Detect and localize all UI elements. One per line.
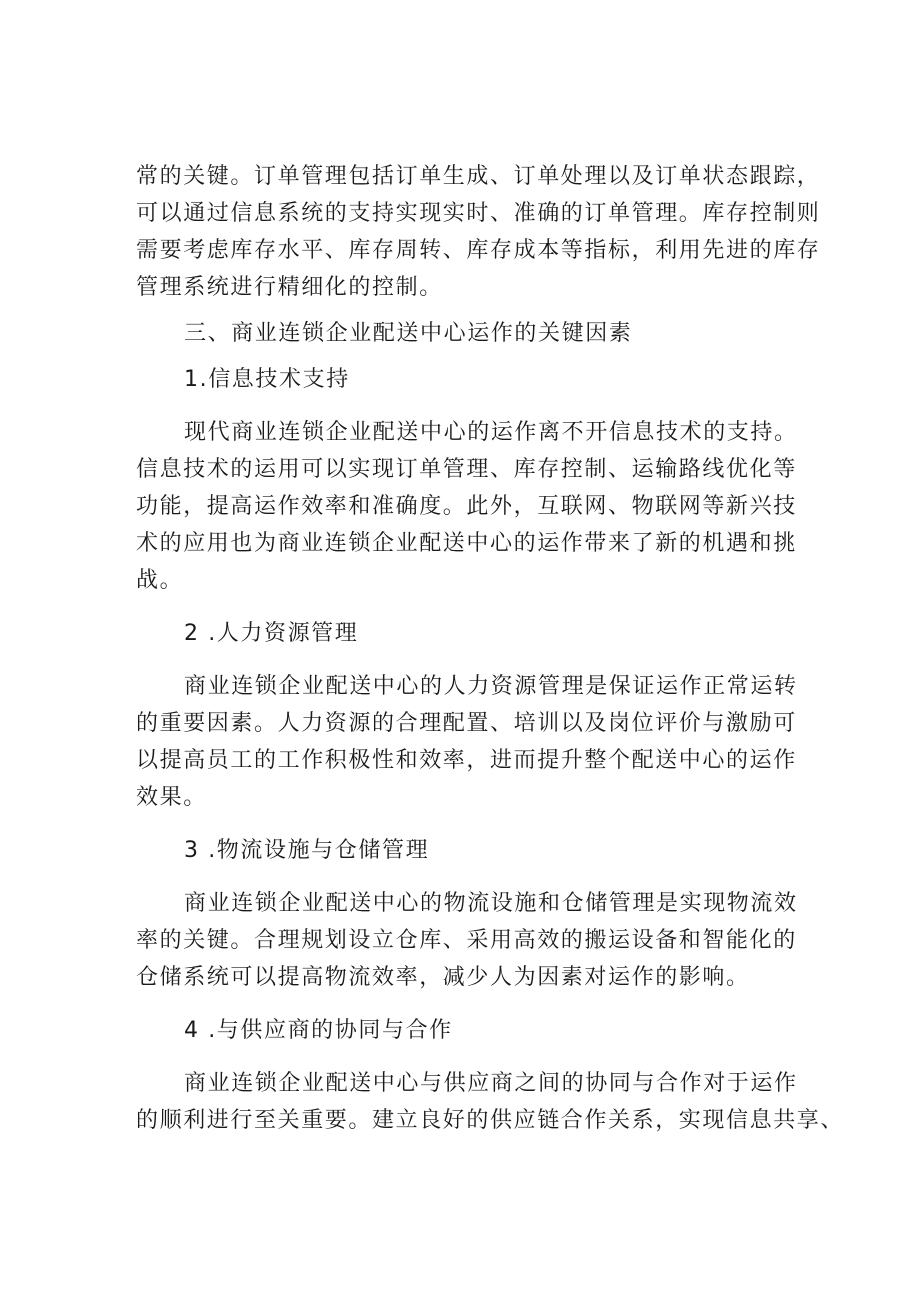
text-line: 商业连锁企业配送中心与供应商之间的协同与合作对于运作 <box>184 1071 798 1096</box>
paragraph-human-resources <box>136 668 798 816</box>
text-line: 仓储系统可以提高物流效率，减少人为因素对运作的影响。 <box>136 965 750 990</box>
subsection-heading-4: 4 .与供应商的协同与合作 <box>184 1018 453 1043</box>
paragraph-logistics-facilities <box>136 885 798 996</box>
subsection-heading-2: 2 .人力资源管理 <box>184 621 359 646</box>
text-line: 需要考虑库存水平、库存周转、库存成本等指标，利用先进的库存 <box>136 238 821 263</box>
text-line: 管理系统进行精细化的控制。 <box>136 275 443 300</box>
paragraph-order-inventory <box>136 158 821 306</box>
subsection-heading-3: 3 .物流设施与仓储管理 <box>184 838 430 863</box>
text-line: 常的关键。订单管理包括订单生成、订单处理以及订单状态跟踪， <box>136 164 821 189</box>
text-line: 以提高员工的工作积极性和效率，进而提升整个配送中心的运作 <box>136 748 797 773</box>
text-line: 现代商业连锁企业配送中心的运作离不开信息技术的支持。 <box>184 420 798 445</box>
paragraph-information-technology <box>136 414 798 599</box>
text-line: 信息技术的运用可以实现订单管理、库存控制、运输路线优化等 <box>136 457 797 482</box>
text-line: 功能，提高运作效率和准确度。此外，互联网、物联网等新兴技 <box>136 494 797 519</box>
subsection-heading-1: 1.信息技术支持 <box>184 367 350 392</box>
text-line: 商业连锁企业配送中心的物流设施和仓储管理是实现物流效 <box>184 891 798 916</box>
text-line: 可以通过信息系统的支持实现实时、准确的订单管理。库存控制则 <box>136 201 821 226</box>
text-line: 战。 <box>136 568 184 593</box>
text-line: 率的关键。合理规划设立仓库、采用高效的搬运设备和智能化的 <box>136 928 797 953</box>
document-body <box>136 158 845 1139</box>
text-line: 术的应用也为商业连锁企业配送中心的运作带来了新的机遇和挑 <box>136 531 797 556</box>
paragraph-supplier-collaboration <box>136 1065 845 1139</box>
section-heading: 三、商业连锁企业配送中心运作的关键因素 <box>184 321 633 346</box>
text-line: 的顺利进行至关重要。建立良好的供应链合作关系，实现信息共享、 <box>136 1108 845 1133</box>
text-line: 的重要因素。人力资源的合理配置、培训以及岗位评价与激励可 <box>136 711 797 736</box>
text-line: 效果。 <box>136 785 207 810</box>
text-line: 商业连锁企业配送中心的人力资源管理是保证运作正常运转 <box>184 674 798 699</box>
